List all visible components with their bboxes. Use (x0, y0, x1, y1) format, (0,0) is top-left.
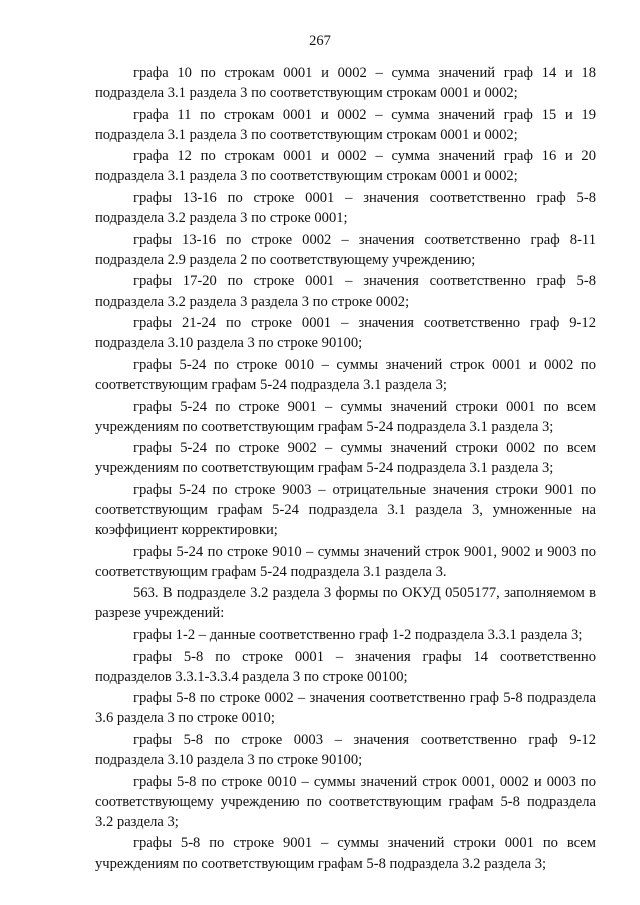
paragraph: графы 5-8 по строке 0001 – значения графы 14 соответственно подразделов 3.3.1-3.3.4 раздела 3 по строке 00100; (95, 648, 596, 685)
page-number: 267 (309, 33, 331, 49)
paragraph: графы 5-24 по строке 9010 – суммы значений строк 9001, 9002 и 9003 по соответствующим графам 5-24 подраздела 3.1 раздела 3. (95, 543, 596, 580)
paragraph: графы 17-20 по строке 0001 – значения соответственно граф 5-8 подраздела 3.2 раздела 3 раздела 3 по строке 0002; (95, 273, 596, 310)
paragraph: графа 11 по строкам 0001 и 0002 – сумма значений граф 15 и 19 подраздела 3.1 раздела 3 по соответствующим строкам 0001 и 0002; (95, 106, 596, 143)
paragraph: графы 5-8 по строке 0003 – значения соответственно граф 9-12 подраздела 3.10 раздела 3 по строке 90100; (95, 732, 596, 769)
paragraph: графы 13-16 по строке 0002 – значения соответственно граф 8-11 подраздела 2.9 раздела 2 по соответствующему учреждению; (95, 231, 596, 268)
paragraph: графа 12 по строкам 0001 и 0002 – сумма значений граф 16 и 20 подраздела 3.1 раздела 3 по соответствующим строкам 0001 и 0002; (95, 148, 596, 185)
paragraph: графы 5-24 по строке 9002 – суммы значений строки 0002 по всем учреждениям по соответствующим графам 5-24 подраздела 3.1 раздела 3; (95, 440, 596, 477)
section-paragraph: 563. В подразделе 3.2 раздела 3 формы по ОКУД 0505177, заполняемом в разрезе учреждений: (95, 585, 596, 622)
document-body (95, 63, 596, 875)
paragraph: графы 5-8 по строке 0002 – значения соответственно граф 5-8 подраздела 3.6 раздела 3 по строке 0010; (95, 690, 596, 727)
paragraph: графы 5-8 по строке 9001 – суммы значений строки 0001 по всем учреждениям по соответствующим графам 5-8 подраздела 3.2 раздела 3; (95, 835, 596, 872)
paragraph: графы 5-8 по строке 0010 – суммы значений строк 0001, 0002 и 0003 по соответствующему учреждению по соответствующим графам 5-8 подраздела 3.2 раздела 3; (95, 773, 596, 830)
paragraph: графы 1-2 – данные соответственно граф 1-2 подраздела 3.3.1 раздела 3; (133, 627, 583, 644)
paragraph: графа 10 по строкам 0001 и 0002 – сумма значений граф 14 и 18 подраздела 3.1 раздела 3 по соответствующим строкам 0001 и 0002; (95, 65, 596, 102)
paragraph: графы 5-24 по строке 9003 – отрицательные значения строки 9001 по соответствующим графам 5-24 подраздела 3.1 раздела 3, умноженные на коэффициент корректировки; (95, 481, 596, 539)
paragraph: графы 5-24 по строке 9001 – суммы значений строки 0001 по всем учреждениям по соответствующим графам 5-24 подраздела 3.1 раздела 3; (95, 398, 596, 435)
paragraph: графы 21-24 по строке 0001 – значения соответственно граф 9-12 подраздела 3.10 раздела 3 по строке 90100; (95, 315, 596, 352)
paragraph: графы 5-24 по строке 0010 – суммы значений строк 0001 и 0002 по соответствующим графам 5-24 подраздела 3.1 раздела 3; (95, 356, 596, 393)
paragraph: графы 13-16 по строке 0001 – значения соответственно граф 5-8 подраздела 3.2 раздела 3 по строке 0001; (95, 190, 596, 227)
